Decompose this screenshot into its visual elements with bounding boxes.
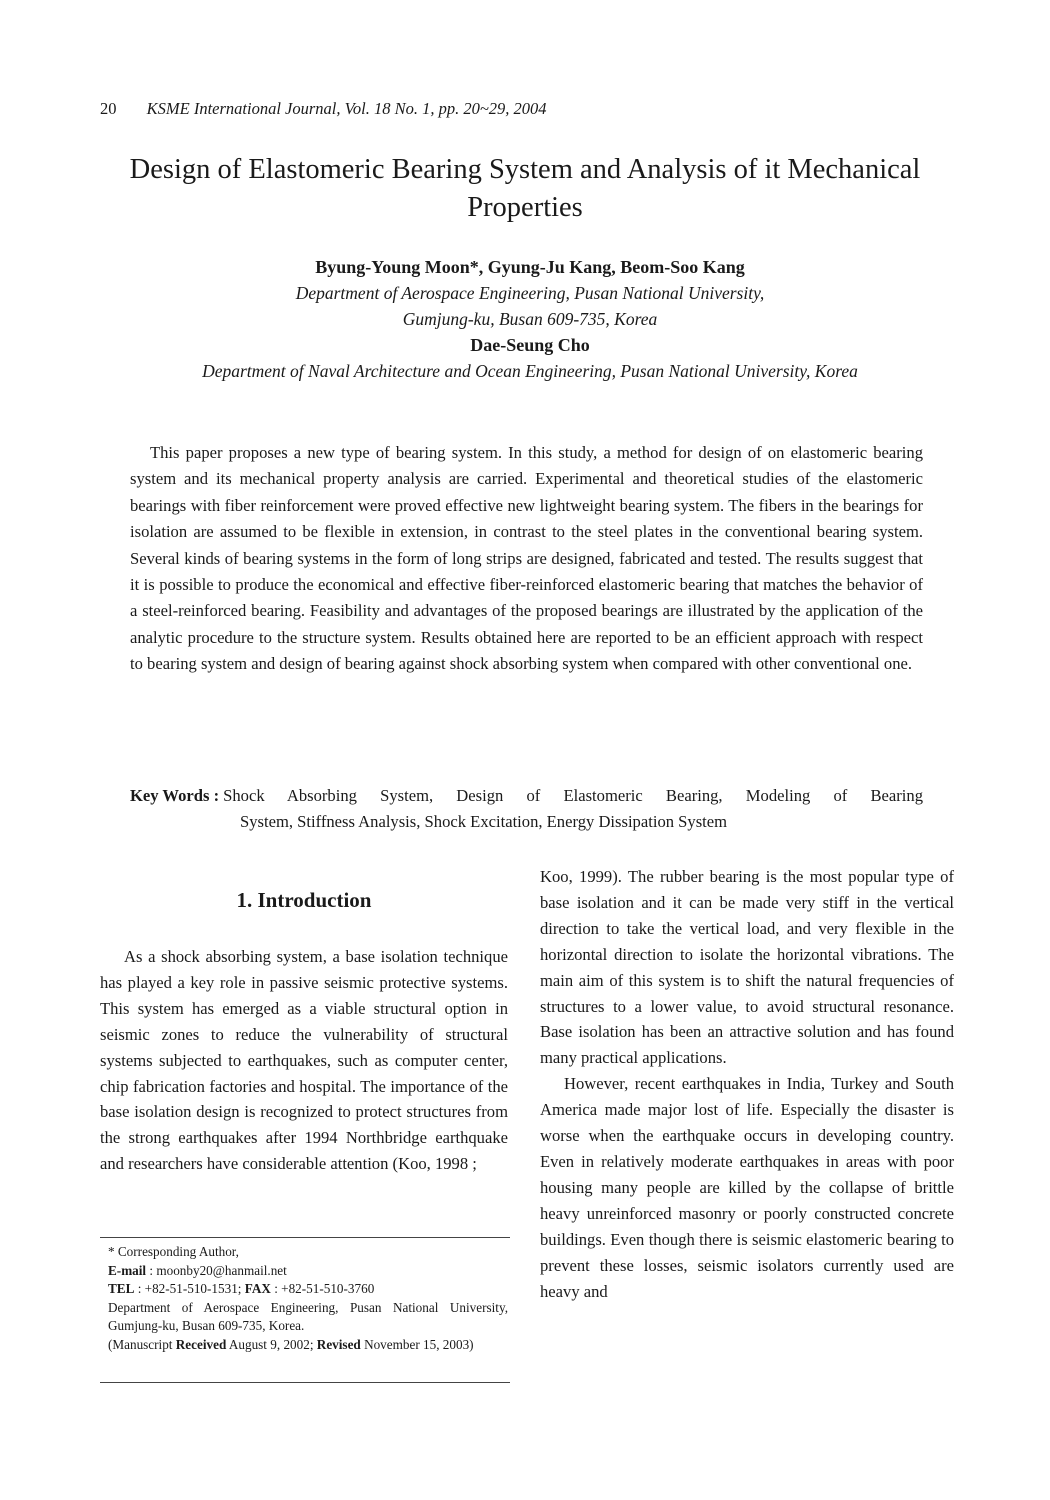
footnote-received-value: August 9, 2002;: [228, 1336, 314, 1352]
page-number: 20: [100, 99, 117, 118]
footnote: [108, 1243, 508, 1355]
keywords-line1: Shock Absorbing System, Design of Elastomeric Bearing, Modeling of Bearing: [223, 786, 923, 805]
footnote-address: Department of Aerospace Engineering, Pusan National University, Gumjung-ku, Busan 609-735, Korea.: [108, 1299, 508, 1334]
column-left: [100, 886, 508, 1177]
section-heading-introduction: 1. Introduction: [236, 888, 372, 912]
affiliation-aerospace-line2: Gumjung-ku, Busan 609-735, Korea: [402, 309, 658, 329]
footnote-corresponding: * Corresponding Author,: [108, 1244, 239, 1259]
footnote-manuscript-pre: (Manuscript: [108, 1336, 173, 1352]
author-names-primary: Byung-Young Moon*, Gyung-Ju Kang, Beom-Soo Kang: [315, 257, 745, 277]
column-right: [540, 864, 954, 1304]
intro-paragraph-2: However, recent earthquakes in India, Turkey and South America made major lost of life. Especially the disaster is worse when the earthquake occurs in developing country. Even in relatively moderate earthquakes in areas with poor housing many people are killed by the collapse of brittle heavy unreinforced masonry or poorly constructed concrete buildings. Even though there is seismic elastomeric bearing to prevent these losses, seismic isolators currently used are heavy and: [540, 1074, 954, 1301]
affiliation-aerospace-line1: Department of Aerospace Engineering, Pusan National University,: [295, 283, 765, 303]
footnote-fax-label: FAX: [244, 1281, 271, 1297]
author-block: [100, 254, 960, 384]
paper-title: Design of Elastomeric Bearing System and Analysis of it Mechanical Properties: [129, 154, 921, 223]
abstract: This paper proposes a new type of bearing system. In this study, a method for design of on elastomeric bearing system and its mechanical property analysis are carried. Experimental and theoretical studies of the elastomeric bearings with fiber reinforcement were proved effective new lightweight bearing system. The fibers in the bearings for isolation are assumed to be flexible in extension, in contrast to the steel plates in the conventional bearing system. Several kinds of bearing systems in the form of long strips are designed, fabricated and tested. The results suggest that it is possible to produce the economical and effective fiber-reinforced elastomeric bearing that matches the behavior of a steel-reinforced bearing. Feasibility and advantages of the proposed bearings are illustrated by the application of the analytic procedure to the structure system. Results obtained here are reported to be an efficient approach with respect to bearing system and design of bearing against shock absorbing system when compared with other conventional one.: [130, 443, 923, 674]
author-name-secondary: Dae-Seung Cho: [470, 335, 590, 355]
keywords-line2: System, Stiffness Analysis, Shock Excitation, Energy Dissipation System: [240, 812, 728, 832]
journal-citation: KSME International Journal, Vol. 18 No. 1, pp. 20~29, 2004: [146, 99, 547, 118]
footnote-fax-value: : +82-51-510-3760: [274, 1281, 375, 1297]
footnote-rule-top: [100, 1237, 510, 1238]
footnote-rule-bottom: [100, 1382, 510, 1383]
footnote-tel-label: TEL: [108, 1281, 135, 1297]
footnote-manuscript: [108, 1336, 508, 1355]
footnote-revised-label: Revised: [316, 1336, 361, 1352]
intro-paragraph-1: As a shock absorbing system, a base isolation technique has played a key role in passive seismic protective systems. This system has emerged as a viable structural option in seismic zones to reduce the vulnerability of structural systems subjected to earthquakes, such as computer center, chip fabrication factories and hospital. The importance of the base isolation design is recognized to protect structures from the strong earthquakes after 1994 Northbridge earthquake and researchers have considerable attention (Koo, 1998 ;: [100, 947, 508, 1174]
keywords-label: Key Words :: [130, 786, 220, 805]
keywords: [130, 783, 923, 836]
footnote-email-label: E-mail: [108, 1262, 147, 1278]
intro-paragraph-1-continued: Koo, 1999). The rubber bearing is the most popular type of base isolation and it can be made very stiff in the vertical direction to take the vertical load, and very flexible in the horizontal direction to isolate the horizontal vibrations. The main aim of this system is to shift the natural frequencies of structures to a lower value, to avoid structural resonance. Base isolation has been an attractive solution and has found many practical applications.: [540, 867, 954, 1068]
running-head: [100, 99, 547, 119]
footnote-tel-value: : +82-51-510-1531;: [137, 1281, 242, 1297]
footnote-email-value: : moonby20@hanmail.net: [149, 1262, 287, 1278]
footnote-phone: [108, 1280, 508, 1299]
footnote-received-label: Received: [175, 1336, 227, 1352]
affiliation-naval: Department of Naval Architecture and Ocean Engineering, Pusan National University, Korea: [202, 361, 858, 381]
footnote-revised-value: November 15, 2003): [364, 1336, 474, 1352]
footnote-email: [108, 1262, 508, 1281]
